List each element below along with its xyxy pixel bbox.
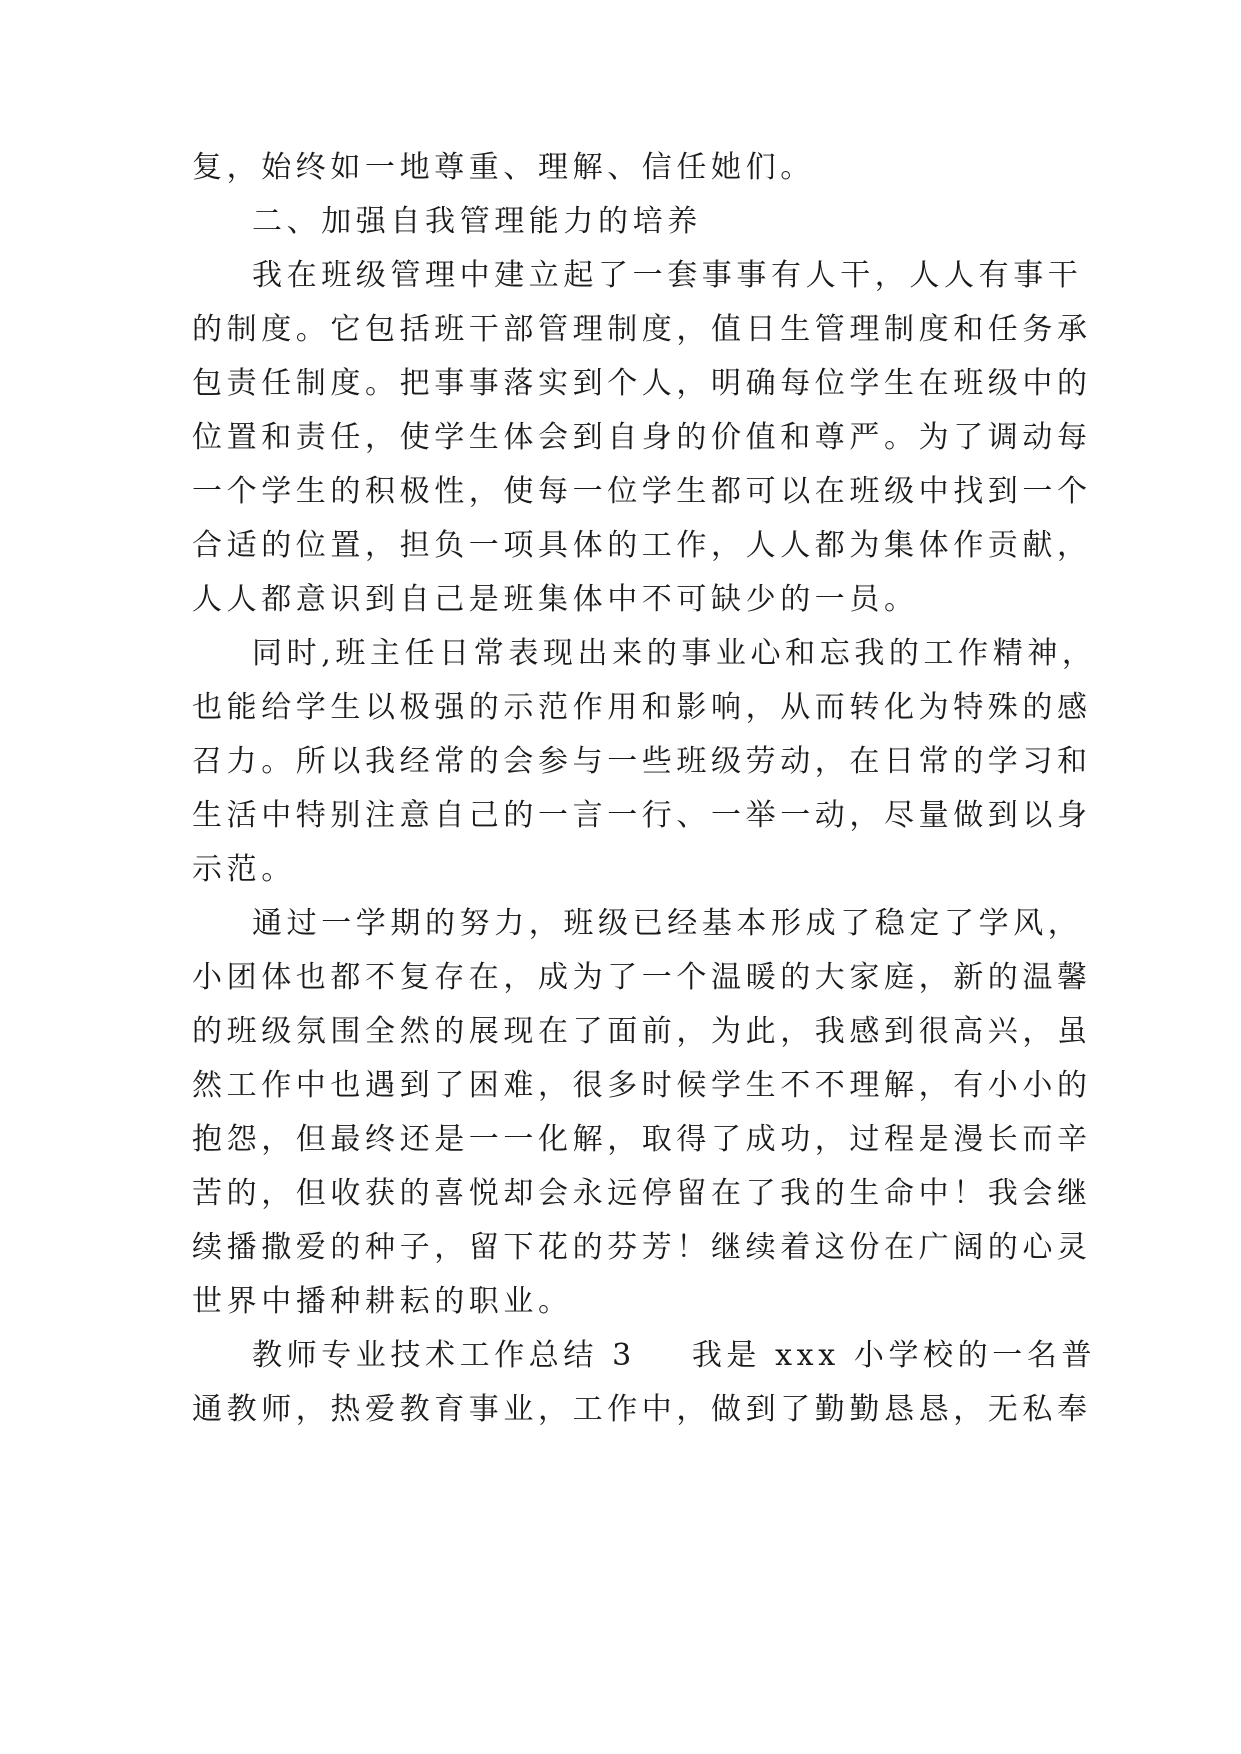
text-line: 包责任制度。把事事落实到个人，明确每位学生在班级中的 (192, 366, 1092, 401)
text-line: 人人都意识到自己是班集体中不可缺少的一员。 (192, 582, 919, 617)
text-line: 生活中特别注意自己的一言一行、一举一动，尽量做到以身 (192, 798, 1092, 833)
text-line: 续播撒爱的种子，留下花的芬芳！继续着这份在广阔的心灵 (192, 1230, 1092, 1265)
text-line: 同时,班主任日常表现出来的事业心和忘我的工作精神， (252, 636, 1097, 671)
text-line: 通教师，热爱教育事业，工作中，做到了勤勤恳恳，无私奉 (192, 1392, 1092, 1427)
article-title: 教师专业技术工作总结 3 (252, 1338, 636, 1373)
text-line (252, 1336, 1096, 1376)
text-line: 召力。所以我经常的会参与一些班级劳动，在日常的学习和 (192, 744, 1092, 779)
text-line: 苦的，但收获的喜悦却会永远停留在了我的生命中！我会继 (192, 1176, 1092, 1211)
text-line: 一个学生的积极性，使每一位学生都可以在班级中找到一个 (192, 474, 1092, 509)
text-line: 抱怨，但最终还是一一化解，取得了成功，过程是漫长而辛 (192, 1122, 1092, 1157)
text-line: 通过一学期的努力，班级已经基本形成了稳定了学风， (252, 906, 1083, 941)
text-line: 的制度。它包括班干部管理制度，值日生管理制度和任务承 (192, 312, 1092, 347)
text-line: 位置和责任，使学生体会到自身的价值和尊严。为了调动每 (192, 420, 1092, 455)
article-intro: 我是 xxx 小学校的一名普 (691, 1338, 1097, 1373)
text-line: 示范。 (192, 852, 296, 887)
section-heading: 二、加强自我管理能力的培养 (252, 204, 702, 239)
text-line: 世界中播种耕耘的职业。 (192, 1284, 573, 1319)
text-line: 小团体也都不复存在，成为了一个温暖的大家庭，新的温馨 (192, 960, 1092, 995)
text-line: 然工作中也遇到了困难，很多时候学生不不理解，有小小的 (192, 1068, 1092, 1103)
text-line: 合适的位置，担负一项具体的工作，人人都为集体作贡献， (192, 528, 1092, 563)
text-line: 我在班级管理中建立起了一套事事有人干，人人有事干 (252, 258, 1083, 293)
text-line: 也能给学生以极强的示范作用和影响，从而转化为特殊的感 (192, 690, 1092, 725)
text-line: 的班级氛围全然的展现在了面前，为此，我感到很高兴，虽 (192, 1014, 1092, 1049)
text-line: 复，始终如一地尊重、理解、信任她们。 (192, 150, 815, 185)
